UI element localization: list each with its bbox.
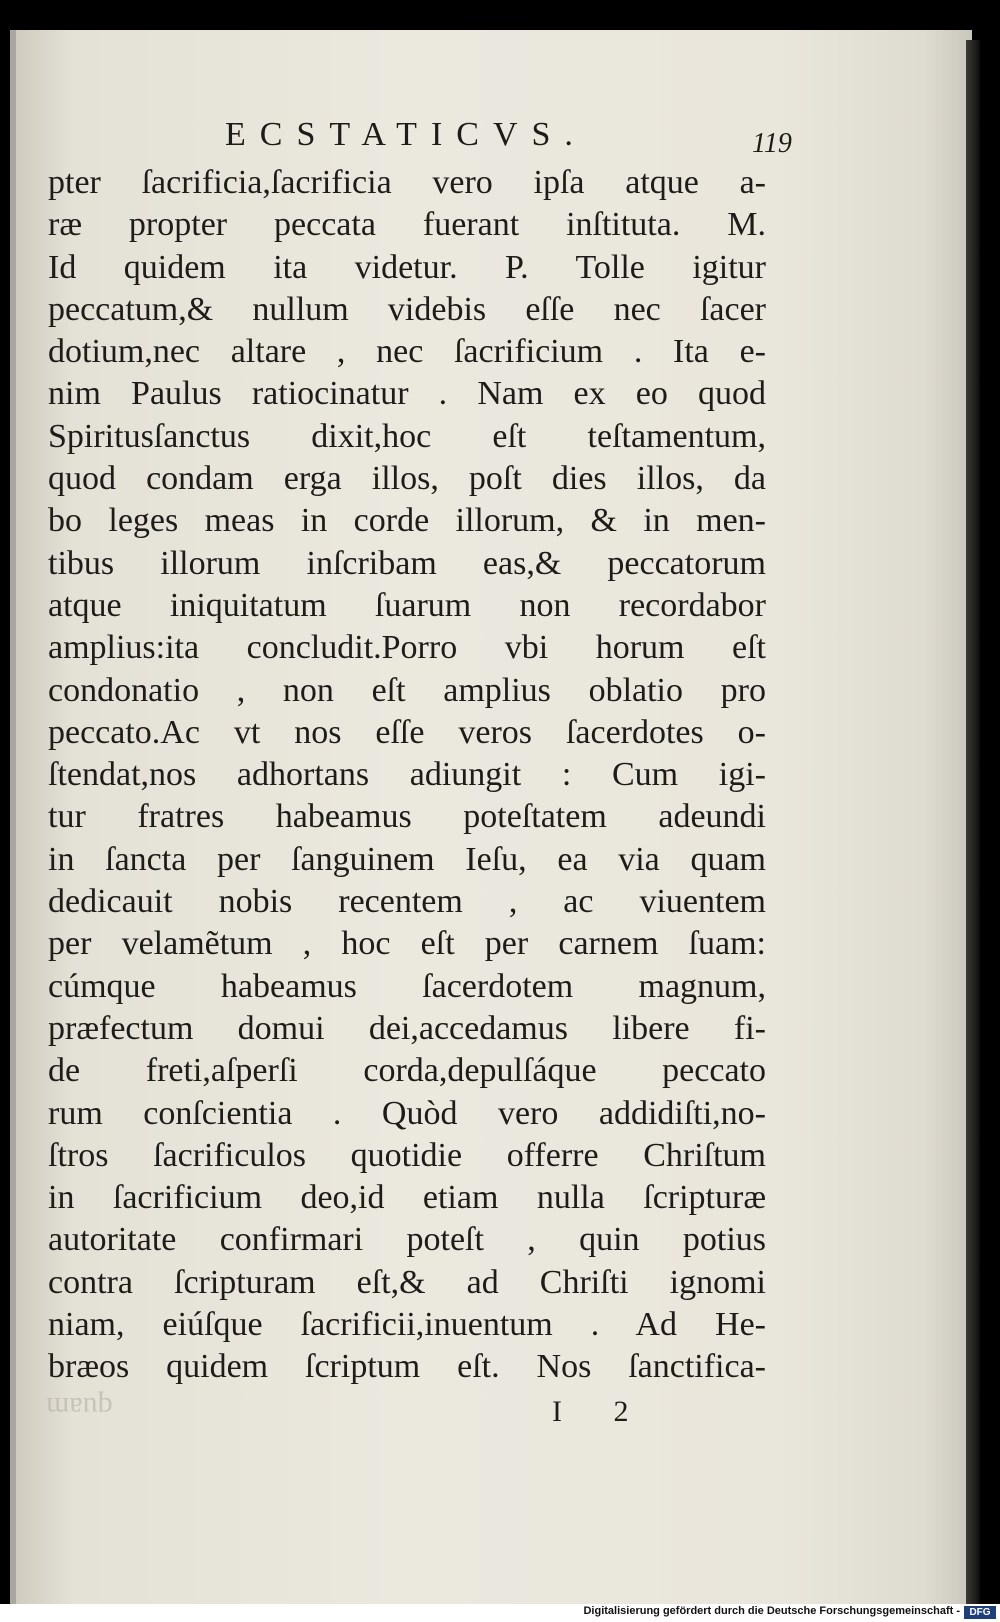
text-line: bræos quidem ſcriptum eſt. Nos ſanctifica- <box>48 1348 766 1386</box>
text-line: cúmque habeamus ſacerdotem magnum, <box>48 967 766 1005</box>
text-line: Id quidem ita videtur. P. Tolle igitur <box>48 248 766 286</box>
text-line: præfectum domui dei,accedamus libere fi- <box>48 1009 766 1047</box>
text-line: in ſacrificium deo,id etiam nulla ſcripturæ <box>48 1179 766 1217</box>
running-head <box>0 116 1000 159</box>
text-line: nim Paulus ratiocinatur . Nam ex eo quod <box>48 375 766 413</box>
text-line: de freti,aſperſi corda,depulſáque peccato <box>48 1052 766 1090</box>
page-number: 119 <box>752 128 792 159</box>
dfg-logo-icon: DFG <box>964 1606 996 1619</box>
text-line: tibus illorum inſcribam eas,& peccatorum <box>48 544 766 582</box>
text-line: tur fratres habeamus poteſtatem adeundi <box>48 798 766 836</box>
body-text <box>48 162 766 1389</box>
text-line: Spiritusſanctus dixit,hoc eſt teſtamentum, <box>48 417 766 455</box>
bleed-through-text: quam <box>46 1391 113 1424</box>
text-line: ſtendat,nos adhortans adiungit : Cum igi- <box>48 756 766 794</box>
text-line: dedicauit nobis recentem , ac viuentem <box>48 883 766 921</box>
text-line: contra ſcripturam eſt,& ad Chriſti ignomi <box>48 1263 766 1301</box>
text-line: peccato.Ac vt nos eſſe veros ſacerdotes o- <box>48 713 766 751</box>
digitization-note: Digitalisierung gefördert durch die Deutsche Forschungsgemeinschaft - <box>583 1605 960 1617</box>
text-line: autoritate confirmari poteſt , quin potius <box>48 1221 766 1259</box>
text-line: quod condam erga illos, poſt dies illos, da <box>48 460 766 498</box>
text-line: bo leges meas in corde illorum, & in men- <box>48 502 766 540</box>
text-line: ſtros ſacrificulos quotidie offerre Chriſtum <box>48 1136 766 1174</box>
running-title: ECSTATICVS. <box>225 116 587 153</box>
digitization-footer <box>0 1604 1000 1622</box>
text-line: ræ propter peccata fuerant inſtituta. M. <box>48 206 766 244</box>
signature-mark: I 2 <box>552 1395 651 1428</box>
text-line: rum conſcientia . Quòd vero addidiſti,no- <box>48 1094 766 1132</box>
text-line: pter ſacrificia,ſacrificia vero ipſa atque a- <box>48 164 766 201</box>
text-line: atque iniquitatum ſuarum non recordabor <box>48 586 766 624</box>
text-line: per velamẽtum , hoc eſt per carnem ſuam: <box>48 925 766 963</box>
text-line: peccatum,& nullum videbis eſſe nec ſacer <box>48 290 766 328</box>
text-line: dotium,nec altare , nec ſacrificium . Ita e- <box>48 333 766 371</box>
page-edge-shadow <box>966 40 980 1604</box>
text-line: amplius:ita concludit.Porro vbi horum eſt <box>48 629 766 667</box>
text-line: in ſancta per ſanguinem Ieſu, ea via quam <box>48 840 766 878</box>
text-line: niam, eiúſque ſacrificii,inuentum . Ad He- <box>48 1306 766 1344</box>
text-line: condonatio , non eſt amplius oblatio pro <box>48 671 766 709</box>
